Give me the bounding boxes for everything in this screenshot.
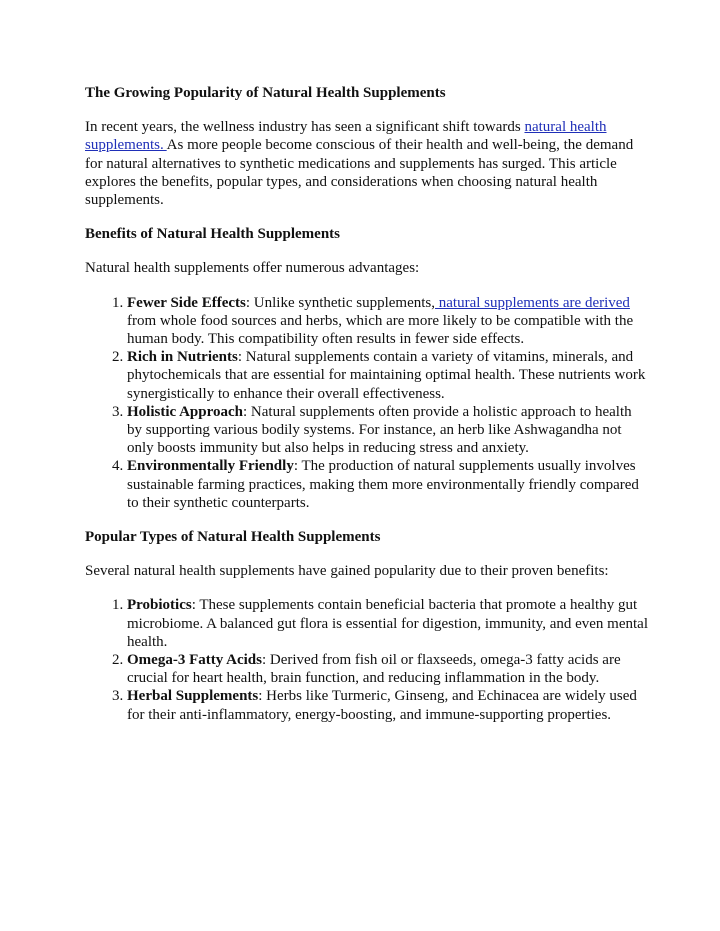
natural-supplements-derived-link[interactable]: natural supplements are derived bbox=[435, 294, 630, 311]
benefit-text: from whole food sources and herbs, which are more likely to be compatible with the human body. This compatibility often results in fewer side effects. bbox=[127, 312, 634, 348]
natural-health-supplements-link[interactable]: natural health supplements. bbox=[85, 119, 607, 154]
list-item bbox=[127, 596, 650, 651]
popular-term: Herbal Supplements bbox=[127, 688, 259, 705]
benefits-heading: Benefits of Natural Health Supplements bbox=[85, 226, 340, 243]
benefit-term: Holistic Approach bbox=[127, 403, 243, 420]
popular-types-heading: Popular Types of Natural Health Supplements bbox=[85, 529, 381, 546]
intro-text-start: In recent years, the wellness industry has seen a significant shift towards bbox=[85, 119, 525, 136]
list-item bbox=[127, 687, 650, 723]
list-item bbox=[127, 294, 650, 349]
popular-text: : Herbs like Turmeric, Ginseng, and Echinacea are widely used for their anti-inflammatory, energy-boosting, and immune-supporting properties. bbox=[127, 688, 637, 723]
benefits-list bbox=[85, 294, 650, 512]
list-item bbox=[127, 651, 650, 687]
popular-types-list bbox=[85, 596, 650, 723]
benefit-text: : Natural supplements often provide a holistic approach to health by supporting various bodily systems. For instance, an herb like Ashwagandha not only boosts immunity but also helps in reducing stress and anxiety. bbox=[127, 403, 632, 457]
list-item bbox=[127, 348, 650, 403]
popular-text: : These supplements contain beneficial bacteria that promote a healthy gut microbiome. A balanced gut flora is essential for digestion, immunity, and even mental health. bbox=[127, 597, 648, 650]
list-item bbox=[127, 403, 650, 458]
benefit-term: Environmentally Friendly bbox=[127, 458, 294, 475]
benefit-term: Rich in Nutrients bbox=[127, 349, 238, 366]
benefits-lead: Natural health supplements offer numerous advantages: bbox=[85, 260, 420, 277]
popular-text: : Derived from fish oil or flaxseeds, omega-3 fatty acids are crucial for heart health, brain function, and reducing inflammation in the body. bbox=[127, 652, 621, 687]
benefit-text: : Natural supplements contain a variety of vitamins, minerals, and phytochemicals that are essential for maintaining optimal health. These nutrients work synergistically to enhance their overall effectiveness. bbox=[127, 349, 646, 402]
list-item bbox=[127, 457, 650, 512]
benefit-text: : The production of natural supplements usually involves sustainable farming practices, making them more environmentally friendly compared to their synthetic counterparts. bbox=[127, 458, 639, 511]
popular-term: Probiotics bbox=[127, 597, 192, 614]
popular-term: Omega-3 Fatty Acids bbox=[127, 652, 262, 669]
popular-types-lead: Several natural health supplements have gained popularity due to their proven benefits: bbox=[85, 563, 609, 580]
page-title: The Growing Popularity of Natural Health Supplements bbox=[85, 85, 446, 101]
intro-paragraph bbox=[85, 118, 650, 209]
intro-text-end: As more people become conscious of their health and well-being, the demand for natural alternatives to synthetic medications and supplements has surged. This article explores the benefits, popular types, and considerations when choosing natural health supplements. bbox=[85, 137, 634, 209]
benefit-term: Fewer Side Effects bbox=[127, 294, 246, 311]
benefit-text-start: : Unlike synthetic supplements, bbox=[245, 294, 435, 311]
document-page bbox=[85, 84, 650, 724]
